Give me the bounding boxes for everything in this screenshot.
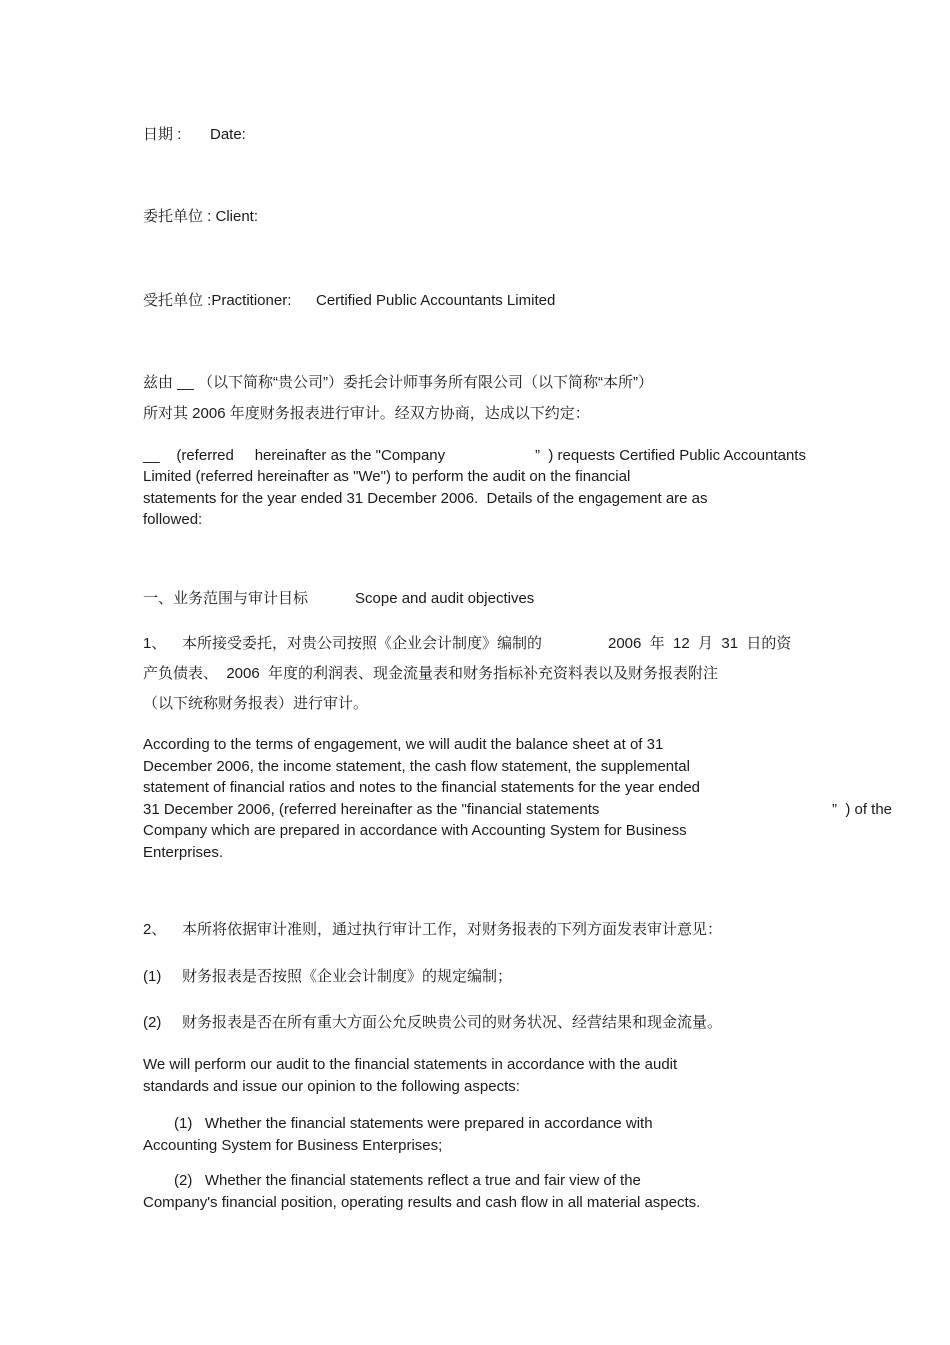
item-1-cn-line-2: 产负债表、 2006 年度的利润表、现金流量表和财务指标补充资料表以及财务报表附注 bbox=[143, 665, 719, 682]
sub-item-2-cn: 财务报表是否在所有重大方面公允反映贵公司的财务状况、经营结果和现金流量。 bbox=[182, 1014, 723, 1031]
item-1-en-line-3: statement of financial ratios and notes to the financial statements for the year ended bbox=[143, 779, 700, 796]
item-1-en-line-5: Company which are prepared in accordance with Accounting System for Business bbox=[143, 822, 687, 839]
item-2-cn: 本所将依据审计准则，通过执行审计工作，对财务报表的下列方面发表审计意见： bbox=[182, 921, 723, 938]
item-1-cn-line-1a: 本所接受委托，对贵公司按照《企业会计制度》编制的 bbox=[182, 635, 543, 652]
sub-item-2-en-line-2: Company's financial position, operating results and cash flow in all material aspects. bbox=[143, 1194, 701, 1211]
item-1-en-line-6: Enterprises. bbox=[143, 844, 224, 861]
item-2-number: 2、 bbox=[143, 921, 167, 938]
sub-item-1-en-line-2: Accounting System for Business Enterprises; bbox=[143, 1137, 443, 1154]
intro-en-line-1a: __ (referred hereinafter as the "Company bbox=[143, 447, 446, 464]
client-label: 委托单位 : Client: bbox=[143, 208, 259, 225]
intro-en-line-1b: ” ) requests Certified Public Accountants bbox=[535, 447, 806, 464]
intro-en-line-3: statements for the year ended 31 December 2006. Details of the engagement are as bbox=[143, 490, 708, 507]
practitioner-label: 受托单位 :Practitioner: bbox=[143, 292, 292, 309]
section-1-heading-en: Scope and audit objectives bbox=[355, 590, 535, 607]
item-2-en-line-1: We will perform our audit to the financial statements in accordance with the audit bbox=[143, 1056, 678, 1073]
sub-item-2-number: (2) bbox=[143, 1014, 162, 1031]
item-1-cn-line-3: （以下统称财务报表）进行审计。 bbox=[143, 695, 369, 712]
sub-item-1-cn: 财务报表是否按照《企业会计制度》的规定编制； bbox=[182, 968, 513, 985]
sub-item-2-en-line-1: (2) Whether the financial statements reflect a true and fair view of the bbox=[174, 1172, 641, 1189]
item-2-en-line-2: standards and issue our opinion to the following aspects: bbox=[143, 1078, 520, 1095]
intro-en-line-4: followed: bbox=[143, 511, 203, 528]
intro-cn-line-1: 兹由 __ （以下简称“贵公司”）委托会计师事务所有限公司（以下简称“本所”） bbox=[143, 374, 654, 391]
date-label: 日期 : bbox=[143, 126, 182, 143]
sub-item-1-en-line-1: (1) Whether the financial statements were prepared in accordance with bbox=[174, 1115, 653, 1132]
item-1-en-line-4b: ” ) of the bbox=[832, 801, 893, 818]
intro-cn-line-2: 所对其 2006 年度财务报表进行审计。经双方协商，达成以下约定： bbox=[143, 405, 590, 422]
sub-item-1-number: (1) bbox=[143, 968, 162, 985]
item-1-number: 1、 bbox=[143, 635, 167, 652]
item-1-en-line-4a: 31 December 2006, (referred hereinafter as the "financial statements bbox=[143, 801, 600, 818]
item-1-en-line-2: December 2006, the income statement, the cash flow statement, the supplemental bbox=[143, 758, 690, 775]
intro-en-line-2: Limited (referred hereinafter as "We") to perform the audit on the financial bbox=[143, 468, 631, 485]
section-1-heading-cn: 一、业务范围与审计目标 bbox=[143, 590, 309, 607]
item-1-cn-line-1b: 2006 年 12 月 31 日的资 bbox=[608, 635, 792, 652]
item-1-en-line-1: According to the terms of engagement, we will audit the balance sheet at of 31 bbox=[143, 736, 664, 753]
practitioner-name: Certified Public Accountants Limited bbox=[316, 292, 556, 309]
date-label-en: Date: bbox=[210, 126, 246, 143]
